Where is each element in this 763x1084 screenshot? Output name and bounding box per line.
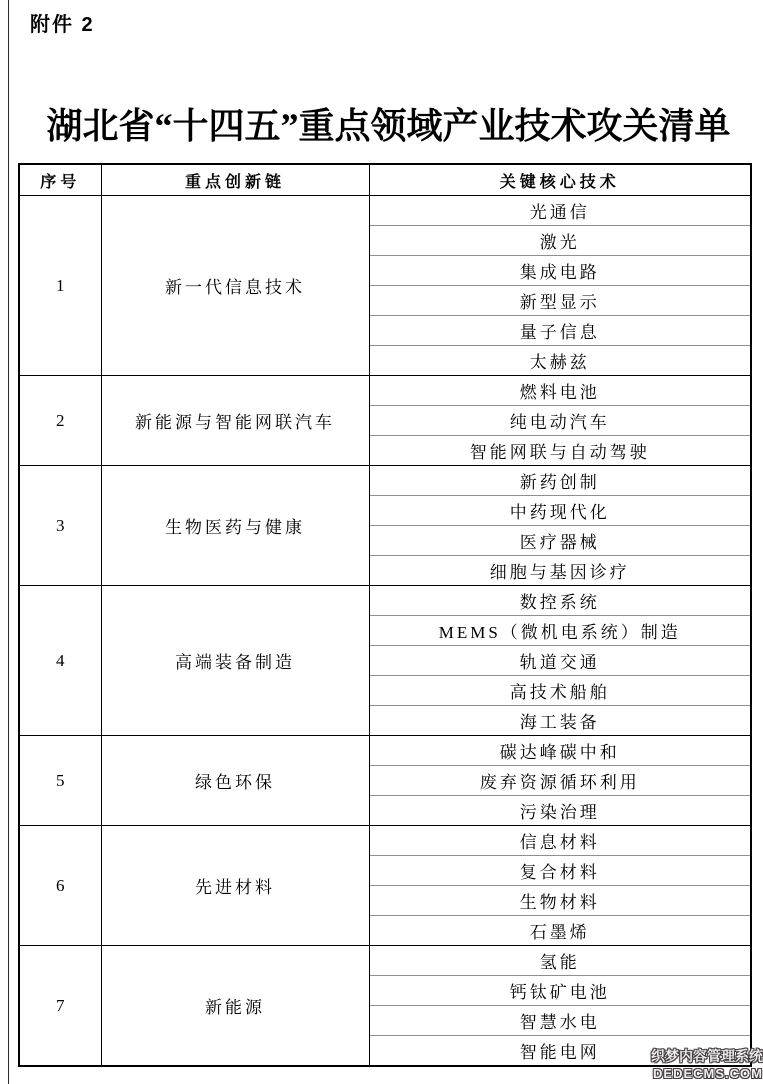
section-number: 4 xyxy=(19,586,101,736)
technology-cell: 氢能 xyxy=(369,946,751,976)
table-row xyxy=(19,826,751,856)
col-header-tech: 关键核心技术 xyxy=(369,164,751,196)
technology-cell: 量子信息 xyxy=(369,316,751,346)
technology-cell: 复合材料 xyxy=(369,856,751,886)
technology-cell: MEMS（微机电系统）制造 xyxy=(369,616,751,646)
tech-table xyxy=(18,163,752,1067)
section-number: 6 xyxy=(19,826,101,946)
technology-cell: 污染治理 xyxy=(369,796,751,826)
innovation-chain-cell: 生物医药与健康 xyxy=(101,466,369,586)
technology-cell: 燃料电池 xyxy=(369,376,751,406)
technology-cell: 中药现代化 xyxy=(369,496,751,526)
section-number: 3 xyxy=(19,466,101,586)
innovation-chain-cell: 新一代信息技术 xyxy=(101,196,369,376)
technology-cell: 轨道交通 xyxy=(369,646,751,676)
technology-cell: 太赫兹 xyxy=(369,346,751,376)
technology-cell: 新型显示 xyxy=(369,286,751,316)
technology-cell: 智能网联与自动驾驶 xyxy=(369,436,751,466)
technology-cell: 信息材料 xyxy=(369,826,751,856)
table-header-row xyxy=(19,164,751,196)
table-row xyxy=(19,586,751,616)
section-number: 2 xyxy=(19,376,101,466)
technology-cell: 集成电路 xyxy=(369,256,751,286)
technology-cell: 智能电网 xyxy=(369,1036,751,1067)
technology-cell: 光通信 xyxy=(369,196,751,226)
table-row xyxy=(19,196,751,226)
watermark-line2: DEDECMS.COM xyxy=(653,1065,763,1081)
technology-cell: 智慧水电 xyxy=(369,1006,751,1036)
technology-cell: 高技术船舶 xyxy=(369,676,751,706)
col-header-chain: 重点创新链 xyxy=(101,164,369,196)
innovation-chain-cell: 先进材料 xyxy=(101,826,369,946)
table-row xyxy=(19,376,751,406)
attachment-label: 附件 2 xyxy=(30,14,95,36)
watermark xyxy=(651,1048,763,1082)
table-row xyxy=(19,466,751,496)
technology-cell: 激光 xyxy=(369,226,751,256)
table-row xyxy=(19,946,751,976)
watermark-line1: 织梦内容管理系统 xyxy=(651,1048,763,1065)
page-left-border-line xyxy=(8,0,9,1084)
innovation-chain-cell: 新能源与智能网联汽车 xyxy=(101,376,369,466)
technology-cell: 细胞与基因诊疗 xyxy=(369,556,751,586)
innovation-chain-cell: 绿色环保 xyxy=(101,736,369,826)
section-number: 5 xyxy=(19,736,101,826)
technology-cell: 数控系统 xyxy=(369,586,751,616)
innovation-chain-cell: 高端装备制造 xyxy=(101,586,369,736)
innovation-chain-cell: 新能源 xyxy=(101,946,369,1067)
section-number: 7 xyxy=(19,946,101,1067)
technology-cell: 新药创制 xyxy=(369,466,751,496)
technology-cell: 钙钛矿电池 xyxy=(369,976,751,1006)
technology-cell: 石墨烯 xyxy=(369,916,751,946)
page-title: 湖北省“十四五”重点领域产业技术攻关清单 xyxy=(46,106,731,146)
technology-cell: 生物材料 xyxy=(369,886,751,916)
technology-cell: 废弃资源循环利用 xyxy=(369,766,751,796)
technology-cell: 碳达峰碳中和 xyxy=(369,736,751,766)
col-header-no: 序号 xyxy=(19,164,101,196)
section-number: 1 xyxy=(19,196,101,376)
technology-cell: 海工装备 xyxy=(369,706,751,736)
technology-cell: 医疗器械 xyxy=(369,526,751,556)
technology-cell: 纯电动汽车 xyxy=(369,406,751,436)
table-row xyxy=(19,736,751,766)
